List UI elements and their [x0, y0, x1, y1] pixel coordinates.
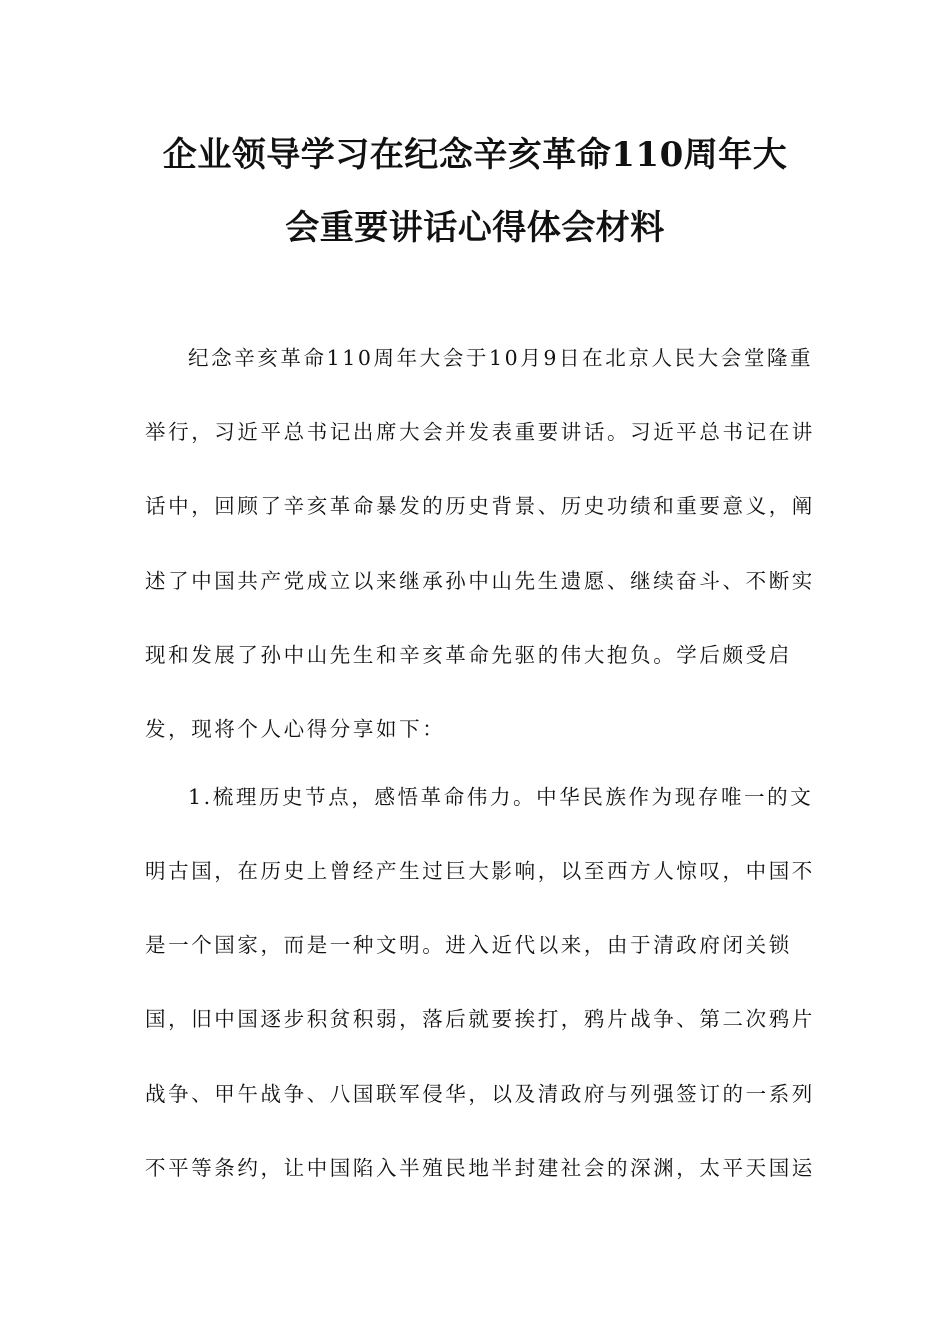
document-title-line-1: 企业领导学习在纪念辛亥革命110周年大 — [162, 135, 788, 175]
paragraph-line: 不平等条约，让中国陷入半殖民地半封建社会的深渊，太平天国运 — [145, 1156, 815, 1180]
paragraph-line: 举行，习近平总书记出席大会并发表重要讲话。习近平总书记在讲 — [145, 420, 815, 444]
paragraph-line: 国，旧中国逐步积贫积弱，落后就要挨打，鸦片战争、第二次鸦片 — [145, 1007, 815, 1031]
paragraph-line: 述了中国共产党成立以来继承孙中山先生遗愿、继续奋斗、不断实 — [145, 569, 815, 593]
paragraph-line: 1.梳理历史节点，感悟革命伟力。中华民族作为现存唯一的文 — [188, 785, 814, 809]
paragraph-line: 明古国，在历史上曾经产生过巨大影响，以至西方人惊叹，中国不 — [145, 859, 815, 883]
paragraph-line: 现和发展了孙中山先生和辛亥革命先驱的伟大抱负。学后颇受启 — [145, 643, 792, 667]
paragraph-line: 是一个国家，而是一种文明。进入近代以来，由于清政府闭关锁 — [145, 933, 792, 957]
paragraph-line: 话中，回顾了辛亥革命暴发的历史背景、历史功绩和重要意义，阐 — [145, 494, 815, 518]
document-title-line-2: 会重要讲话心得体会材料 — [285, 208, 665, 248]
paragraph-line: 战争、甲午战争、八国联军侵华，以及清政府与列强签订的一系列 — [145, 1082, 815, 1106]
paragraph-line: 发，现将个人心得分享如下： — [145, 717, 446, 741]
paragraph-line: 纪念辛亥革命110周年大会于10月9日在北京人民大会堂隆重 — [188, 346, 814, 370]
